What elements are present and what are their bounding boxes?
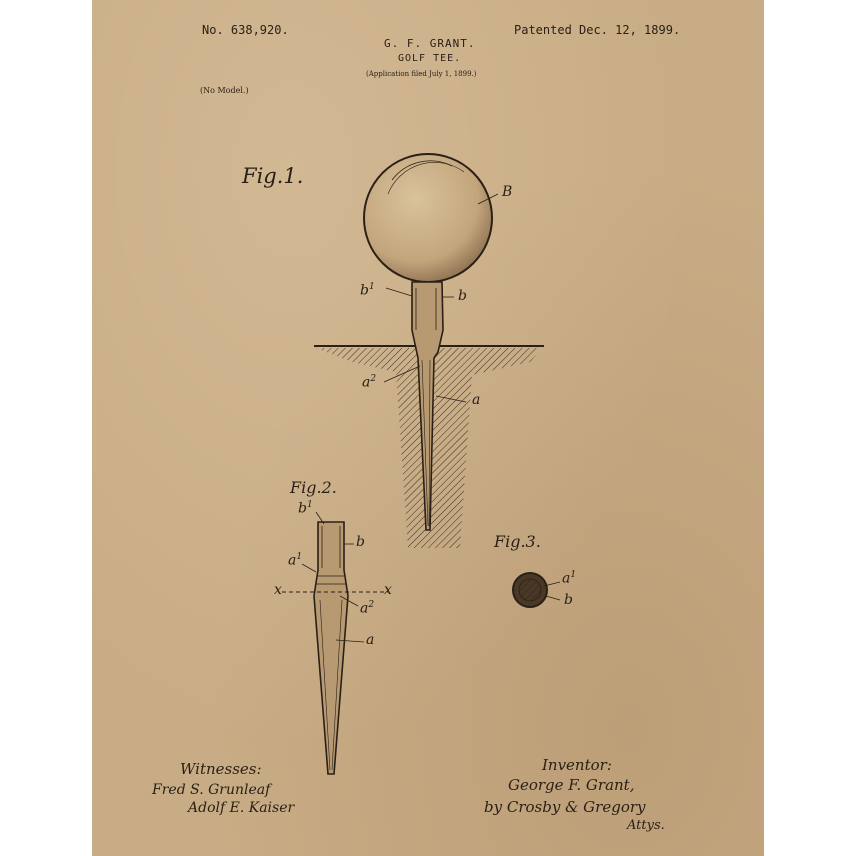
witnesses-heading: Witnesses:	[180, 760, 262, 778]
patent-number: No. 638,920.	[202, 23, 289, 37]
patent-title: GOLF TEE.	[398, 53, 462, 64]
golf-ball	[364, 154, 492, 282]
label-ball-b: B	[502, 184, 513, 200]
patent-sheet	[92, 0, 764, 856]
witness-signature-1: Fred S. Grunleaf	[152, 782, 271, 798]
application-date: (Application filed July 1, 1899.)	[366, 70, 477, 78]
witness-signature-2: Adolf E. Kaiser	[188, 800, 295, 816]
label-b1-fig1: $b^1$	[360, 282, 375, 299]
label-a-fig2: a	[366, 632, 375, 648]
fig1-label: Fig.1.	[242, 164, 304, 188]
inventor-signature: George F. Grant,	[508, 776, 635, 794]
label-a1-fig2: $a^1$	[288, 552, 303, 569]
label-b-fig3: b	[564, 592, 573, 608]
label-a2-fig1: $a^2$	[362, 374, 377, 391]
label-a-fig1: a	[472, 392, 481, 408]
fig3-label: Fig.3.	[494, 532, 541, 551]
label-b-fig1: b	[458, 288, 467, 304]
patented-date: Patented Dec. 12, 1899.	[514, 23, 681, 37]
patent-drawing	[92, 0, 764, 856]
attorneys-signature: by Crosby & Gregory	[484, 798, 646, 816]
label-a2-fig2: $a^2$	[360, 600, 375, 617]
label-x-left: x	[274, 582, 282, 598]
label-b1-fig2: $b^1$	[298, 500, 313, 517]
label-b-fig2: b	[356, 534, 365, 550]
attorneys-label: Attys.	[627, 818, 665, 833]
label-a1-fig3: $a^1$	[562, 570, 577, 587]
no-model-note: (No Model.)	[200, 86, 249, 95]
label-x-right: x	[384, 582, 392, 598]
tee-cross-section	[513, 573, 560, 607]
fig2-label: Fig.2.	[290, 478, 337, 497]
inventor-heading: G. F. GRANT.	[384, 37, 476, 50]
inventor-label: Inventor:	[542, 756, 612, 774]
